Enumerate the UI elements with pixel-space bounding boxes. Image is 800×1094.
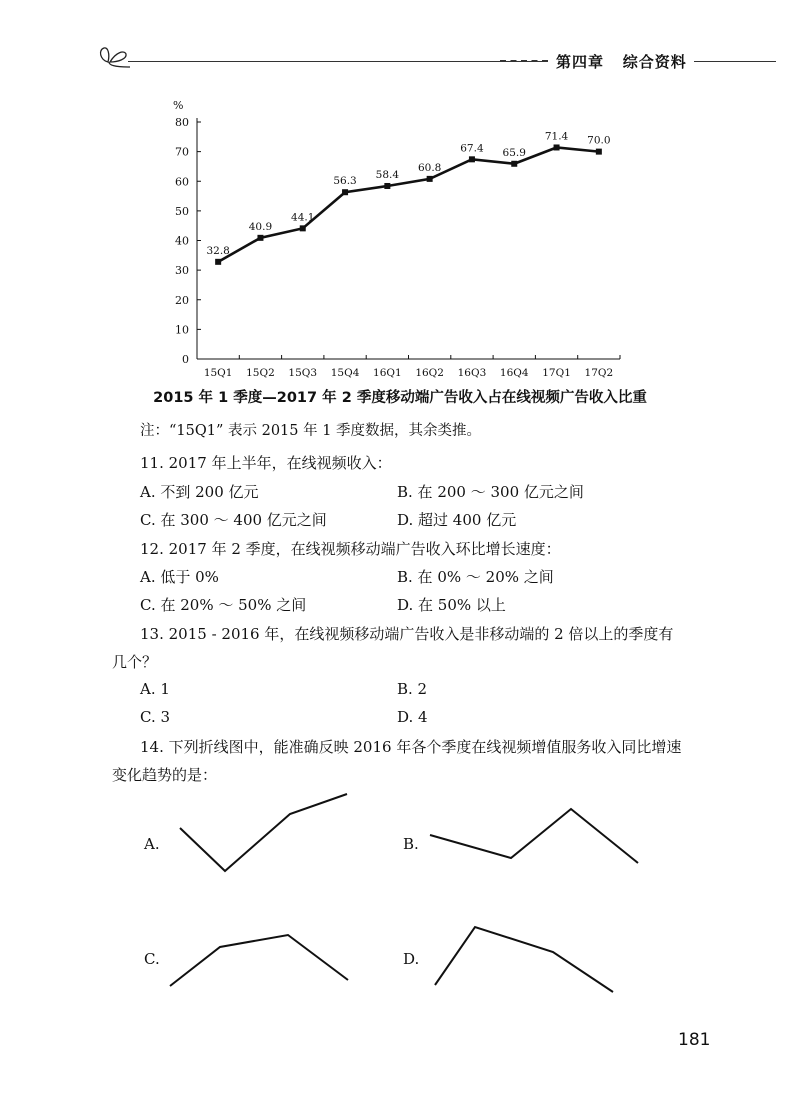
y-tick-label: 0 [182, 353, 189, 366]
chapter-label: 第四章 [556, 53, 605, 71]
q12-option-c[interactable]: C. 在 20% ～ 50% 之间 [140, 596, 307, 614]
q12-option-b[interactable]: B. 在 0% ～ 20% 之间 [397, 568, 554, 586]
x-tick-label: 16Q2 [415, 367, 444, 379]
running-header [556, 51, 687, 72]
data-point [215, 259, 221, 265]
q11-option-b[interactable]: B. 在 200 ～ 300 亿元之间 [397, 483, 584, 501]
series-line [218, 147, 599, 261]
y-tick-label: 30 [175, 264, 189, 278]
x-tick-label: 15Q1 [203, 367, 233, 379]
y-axis-label: % [173, 99, 184, 112]
data-label: 58.4 [375, 168, 400, 181]
data-point [427, 176, 433, 182]
data-point [596, 149, 602, 155]
data-label: 65.9 [502, 146, 526, 159]
data-point [554, 144, 560, 150]
data-point [469, 156, 475, 162]
q14-option-a-label[interactable]: A. [144, 835, 160, 853]
q13-option-a[interactable]: A. 1 [140, 680, 170, 698]
x-tick-label: 16Q3 [457, 367, 487, 379]
q14-option-b-label[interactable]: B. [403, 835, 419, 853]
data-point [511, 161, 517, 167]
x-tick-label: 15Q2 [246, 367, 275, 379]
x-tick-label: 15Q3 [288, 367, 318, 379]
question-13-stem-line2: 几个？ [112, 653, 158, 671]
header-dash [500, 60, 548, 62]
header-rule-right [694, 61, 776, 62]
q14-option-a-chart[interactable] [170, 785, 360, 880]
data-label: 44.1 [291, 211, 315, 224]
question-11-stem: 11. 2017 年上半年，在线视频收入： [140, 454, 392, 472]
line-chart [150, 95, 640, 385]
question-13-stem-line1: 13. 2015 - 2016 年，在线视频移动端广告收入是非移动端的 2 倍以上的季度有 [140, 625, 674, 643]
x-tick-label: 17Q2 [584, 367, 614, 379]
x-tick-label: 16Q4 [499, 367, 529, 379]
question-12-stem: 12. 2017 年 2 季度，在线视频移动端广告收入环比增长速度： [140, 540, 561, 558]
data-point [384, 183, 390, 189]
x-tick-label: 16Q1 [373, 367, 402, 379]
q13-option-c[interactable]: C. 3 [140, 708, 171, 726]
q13-option-d[interactable]: D. 4 [397, 708, 428, 726]
question-14-stem-line1: 14. 下列折线图中，能准确反映 2016 年各个季度在线视频增值服务收入同比增速 [140, 738, 682, 756]
y-tick-label: 40 [175, 234, 189, 248]
data-label: 40.9 [248, 220, 273, 233]
page-number: 181 [678, 1030, 711, 1050]
y-tick-label: 80 [175, 116, 189, 129]
q12-option-d[interactable]: D. 在 50% 以上 [397, 596, 506, 614]
data-label: 67.4 [460, 142, 484, 155]
q13-option-b[interactable]: B. 2 [397, 680, 428, 698]
leaf-icon [96, 40, 130, 68]
chart-note: 注：“15Q1” 表示 2015 年 1 季度数据，其余类推。 [140, 423, 482, 439]
q14-option-c-label[interactable]: C. [144, 950, 160, 968]
series-points [215, 144, 602, 264]
q11-option-d[interactable]: D. 超过 400 亿元 [397, 511, 517, 529]
data-label: 71.4 [544, 130, 569, 143]
section-label: 综合资料 [622, 53, 687, 71]
q14-option-d-label[interactable]: D. [403, 950, 420, 968]
q14-option-c-chart[interactable] [160, 925, 360, 995]
q12-option-a[interactable]: A. 低于 0% [140, 568, 219, 586]
y-tick-label: 10 [175, 323, 189, 337]
q11-option-a[interactable]: A. 不到 200 亿元 [140, 483, 259, 501]
question-14-stem-line2: 变化趋势的是： [112, 766, 218, 784]
data-point [300, 225, 306, 231]
data-label: 56.3 [333, 175, 357, 188]
y-tick-label: 60 [175, 175, 189, 189]
y-tick-label: 50 [175, 204, 189, 218]
q11-option-c[interactable]: C. 在 300 ～ 400 亿元之间 [140, 511, 327, 529]
q14-option-b-chart[interactable] [420, 795, 650, 875]
series-polyline [218, 147, 599, 261]
chart-title: 2015 年 1 季度—2017 年 2 季度移动端广告收入占在线视频广告收入比重 [153, 390, 647, 406]
y-tick-label: 20 [175, 293, 189, 307]
q14-option-d-chart[interactable] [425, 915, 625, 1000]
header-rule-left [128, 61, 548, 62]
data-label: 60.8 [417, 161, 442, 174]
y-tick-label: 70 [175, 145, 189, 159]
data-label: 32.8 [206, 244, 230, 257]
data-point [257, 235, 263, 241]
data-point [342, 189, 348, 195]
x-tick-label: 17Q1 [542, 367, 571, 379]
data-label: 70.0 [587, 134, 611, 147]
x-tick-label: 15Q4 [330, 367, 360, 379]
